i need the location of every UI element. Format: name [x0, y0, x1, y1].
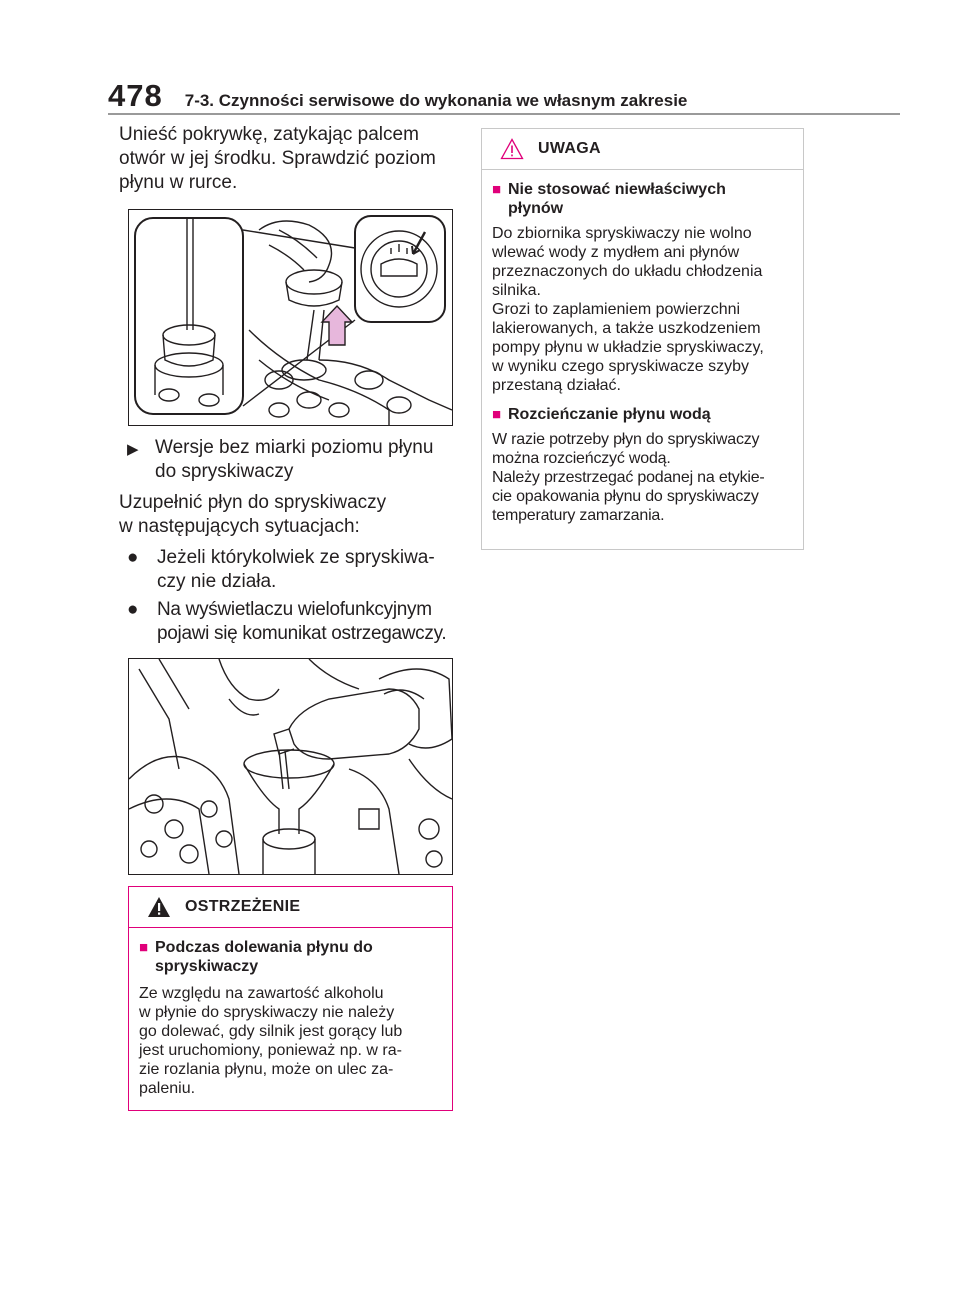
intro-line: otwór w jej środku. Sprawdzić poziom [119, 148, 436, 169]
warning-subheading-line: spryskiwaczy [155, 958, 259, 975]
intro-line: płynu w rurce. [119, 172, 238, 193]
filled-circle-icon: ● [127, 599, 139, 620]
caution-text-line: W razie potrzeby płyn do spryskiwaczy [492, 431, 760, 448]
caution-text-line: Do zbiornika spryskiwaczy nie wolno [492, 225, 752, 242]
filled-square-icon: ■ [139, 939, 149, 956]
filled-circle-icon: ● [127, 547, 139, 568]
refill-line: Uzupełnić płyn do spryskiwaczy [119, 492, 387, 513]
caution-box [481, 128, 804, 550]
version-note [127, 436, 457, 484]
caution-text-line: można rozcieńczyć wodą. [492, 450, 671, 467]
caution-header [482, 129, 803, 170]
bullet-line: czy nie działa. [157, 571, 277, 592]
caution-heading-line: płynów [508, 200, 564, 217]
caution-text-line: temperatury zamarzania. [492, 507, 665, 524]
caution-section-heading [492, 180, 795, 218]
version-note-line: do spryskiwaczy [155, 461, 294, 482]
caution-text-line: przeznaczonych do układu chłodzenia [492, 263, 763, 280]
intro-paragraph [119, 123, 454, 195]
caution-text-line: pompy płynu w układzie spryskiwaczy, [492, 339, 764, 356]
version-note-line: Wersje bez miarki poziomu płynu [155, 437, 434, 458]
warning-triangle-icon [147, 896, 171, 918]
warning-body [129, 928, 452, 1118]
figure-refill-fluid [128, 658, 453, 875]
warning-text-line: w płynie do spryskiwaczy nie należy [139, 1004, 395, 1021]
page-header [108, 78, 687, 114]
caution-section-text [492, 224, 795, 395]
triangle-right-icon: ▶ [127, 441, 139, 458]
intro-line: Unieść pokrywkę, zatykając palcem [119, 124, 419, 145]
bullet-item [127, 546, 457, 594]
header-divider [108, 113, 900, 115]
caution-section-text [492, 430, 795, 525]
warning-text-line: paleniu. [139, 1080, 196, 1097]
refill-line: w następujących sytuacjach: [119, 516, 360, 537]
caution-text-line: cie opakowania płynu do spryskiwaczy [492, 488, 759, 505]
page-number: 478 [108, 78, 163, 113]
figure-check-level [128, 209, 453, 426]
warning-text [139, 984, 444, 1098]
caution-triangle-icon [500, 138, 524, 160]
warning-box [128, 886, 453, 1111]
refill-illustration [129, 659, 452, 874]
caution-text-line: silnika. [492, 282, 541, 299]
bullet-line: Na wyświetlaczu wielofunkcyjnym [157, 599, 432, 620]
filled-square-icon: ■ [492, 406, 502, 423]
caution-text-line: wlewać wody z mydłem ani płynów [492, 244, 740, 261]
refill-paragraph [119, 491, 454, 539]
caution-heading-line: Nie stosować niewłaściwych [508, 181, 726, 198]
warning-subheading-line: Podczas dolewania płynu do [155, 939, 373, 956]
caution-body [482, 170, 803, 545]
section-title: 7-3. Czynności serwisowe do wykonania we własnym zakresie [184, 91, 688, 110]
caution-text-line: lakierowanych, a także uszkodzeniem [492, 320, 761, 337]
warning-header [129, 887, 452, 928]
warning-text-line: zie rozlania płynu, może on ulec za- [139, 1061, 394, 1078]
warning-text-line: Ze względu na zawartość alkoholu [139, 985, 384, 1002]
warning-subheading [139, 938, 444, 976]
bullet-line: pojawi się komunikat ostrzegawczy. [157, 623, 447, 644]
check-level-illustration [129, 210, 452, 425]
caution-heading-line: Rozcieńczanie płynu wodą [508, 406, 711, 423]
caution-text-line: Należy przestrzegać podanej na etykie- [492, 469, 765, 486]
caution-section-heading [492, 405, 795, 424]
bullet-line: Jeżeli którykolwiek ze spryskiwa- [157, 547, 435, 568]
filled-square-icon: ■ [492, 181, 502, 198]
warning-text-line: go dolewać, gdy silnik jest gorący lub [139, 1023, 403, 1040]
bullet-item [127, 598, 457, 646]
warning-text-line: jest uruchomiony, ponieważ np. w ra- [139, 1042, 402, 1059]
caution-text-line: przestaną działać. [492, 377, 621, 394]
caution-text-line: Grozi to zaplamieniem powierzchni [492, 301, 741, 318]
caution-title: UWAGA [538, 140, 601, 157]
warning-title: OSTRZEŻENIE [185, 898, 301, 915]
caution-text-line: w wyniku czego spryskiwacze szyby [492, 358, 749, 375]
